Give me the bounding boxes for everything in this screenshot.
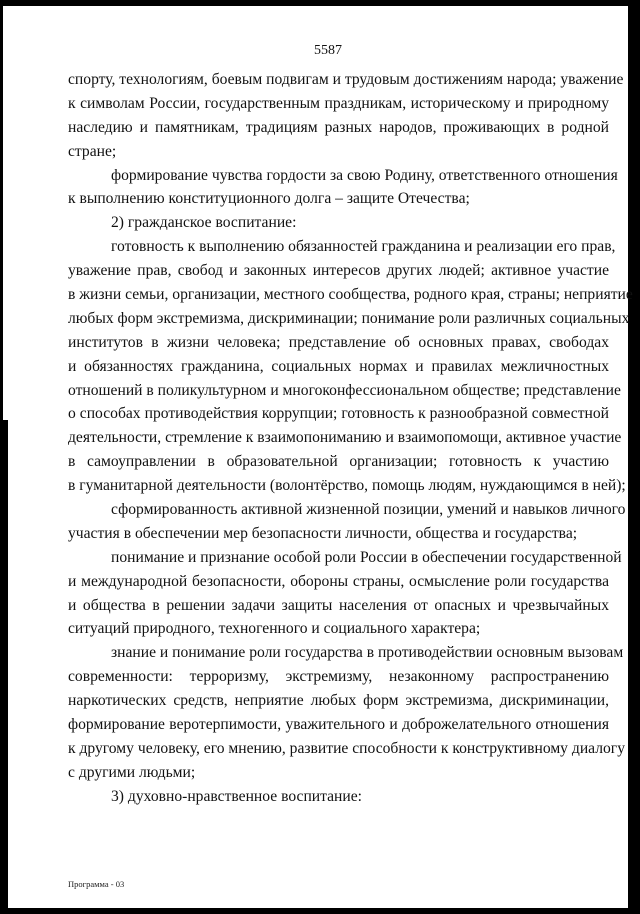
text-line: в самоуправлении в образовательной организации; готовность к участию — [68, 453, 609, 471]
text-line: сформированность активной жизненной позиции, умений и навыков личного — [111, 501, 626, 519]
page-footer: Программа - 03 — [68, 879, 125, 889]
text-line: в гуманитарной деятельности (волонтёрство, помощь людям, нуждающимся в ней); — [68, 477, 626, 495]
document-page — [3, 6, 633, 908]
text-line: понимание и признание особой роли России в обеспечении государственной — [111, 548, 622, 566]
text-line: к символам России, государственным праздникам, историческому и природному — [68, 94, 609, 112]
text-line: формирование веротерпимости, уважительного и доброжелательного отношения — [68, 716, 609, 734]
text-line: уважение прав, свобод и законных интересов других людей; активное участие — [68, 262, 609, 280]
text-line: знание и понимание роли государства в противодействии основным вызовам — [111, 644, 624, 662]
text-line: формирование чувства гордости за свою Родину, ответственного отношения — [111, 166, 618, 184]
text-line: к выполнению конституционного долга – защите Отечества; — [68, 190, 470, 208]
section-heading: 2) гражданское воспитание: — [111, 214, 297, 232]
section-heading: 3) духовно-нравственное воспитание: — [111, 787, 362, 805]
text-line: ситуаций природного, техногенного и социального характера; — [68, 620, 481, 638]
text-line: любых форм экстремизма, дискриминации; понимание роли различных социальных — [68, 309, 630, 327]
text-line: современности: терроризму, экстремизму, незаконному распространению — [68, 668, 609, 686]
text-line: институтов в жизни человека; представление об основных правах, свободах — [68, 333, 609, 351]
text-line: деятельности, стремление к взаимопониманию и взаимопомощи, активное участие — [68, 429, 622, 447]
text-line: и обязанностях гражданина, социальных нормах и правилах межличностных — [68, 357, 609, 375]
scan-border — [0, 420, 8, 914]
text-line: готовность к выполнению обязанностей гражданина и реализации его прав, — [111, 238, 616, 256]
document-body — [68, 68, 633, 809]
text-line: отношений в поликультурном и многоконфессиональном обществе; представление — [68, 381, 621, 399]
text-line: и общества в решении задачи защиты населения от опасных и чрезвычайных — [68, 596, 609, 614]
text-line: в жизни семьи, организации, местного сообщества, родного края, страны; неприятие — [68, 286, 633, 304]
text-line: участия в обеспечении мер безопасности личности, общества и государства; — [68, 524, 578, 542]
text-line: о способах противодействия коррупции; готовность к разнообразной совместной — [68, 405, 609, 423]
text-line: стране; — [68, 142, 117, 160]
text-line: и международной безопасности, обороны страны, осмысление роли государства — [68, 572, 609, 590]
text-line: к другому человеку, его мнению, развитие способности к конструктивному диалогу — [68, 739, 625, 757]
text-line: с другими людьми; — [68, 763, 196, 781]
text-line: спорту, технологиям, боевым подвигам и трудовым достижениям народа; уважение — [68, 71, 624, 88]
page-number: 5587 — [314, 43, 342, 58]
text-line: наследию и памятникам, традициям разных народов, проживающих в родной — [68, 118, 609, 136]
text-line: наркотических средств, неприятие любых форм экстремизма, дискриминации, — [68, 692, 609, 710]
